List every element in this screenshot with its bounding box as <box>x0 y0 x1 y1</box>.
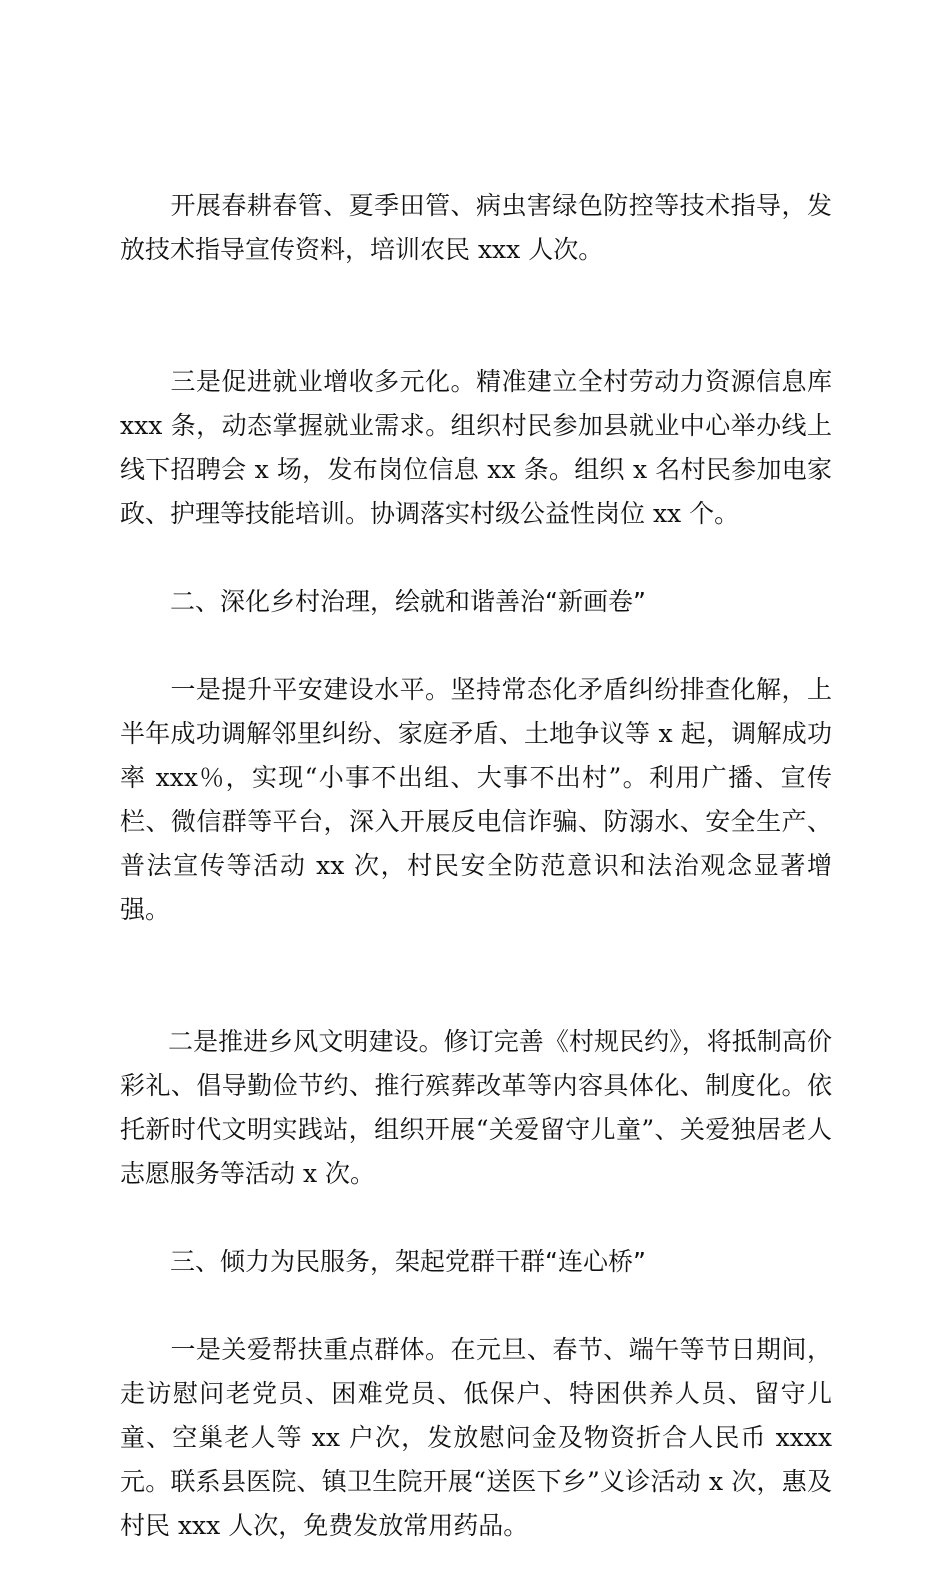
paragraph-lead: 一是关爱帮扶重点群体。 <box>170 1335 451 1364</box>
paragraph-safety <box>120 624 832 976</box>
paragraph-employment <box>120 316 840 580</box>
section-heading-3: 三、倾力为民服务，架起党群干群“连心桥” <box>170 1247 646 1276</box>
paragraph-body: 开展春耕春管、夏季田管、病虫害绿色防控等技术指导，发放技术指导宣传资料，培训农民 xxx 人次。 <box>120 191 832 264</box>
paragraph-civility <box>120 976 832 1240</box>
paragraph-body: 在元旦、春节、端午等节日期间，走访慰问老党员、困难党员、低保户、特困供养人员、留守儿童、空巢老人等 xx 户次，发放慰问金及物资折合人民币 xxxx 元。联系县医院、镇卫生院开展“送医下乡”义诊活动 x 次，惠及村民 xxx 人次，免费发放常用药品。 <box>120 1335 840 1540</box>
paragraph-body: 修订完善《村规民约》，将抵制高价彩礼、倡导勤俭节约、推行殡葬改革等内容具体化、制度化。依托新时代文明实践站，组织开展“关爱留守儿童”、关爱独居老人志愿服务等活动 x 次。 <box>120 1027 832 1188</box>
paragraph-1 <box>120 140 832 316</box>
paragraph-lead: 三是促进就业增收多元化。 <box>170 367 476 396</box>
paragraph-lead: 一是提升平安建设水平。 <box>170 675 451 704</box>
paragraph-care <box>120 1284 840 1592</box>
section-heading-2: 二、深化乡村治理，绘就和谐善治“新画卷” <box>170 587 646 616</box>
document-body <box>120 140 840 1592</box>
paragraph-body: 精准建立全村劳动力资源信息库 xxx 条，动态掌握就业需求。组织村民参加县就业中心举办线上线下招聘会 x 场，发布岗位信息 xx 条。组织 x 名村民参加电家政、护理等技能培训。协调落实村级公益性岗位 xx 个。 <box>120 367 840 528</box>
paragraph-lead: 二是推进乡风文明建设。 <box>168 1027 444 1056</box>
paragraph-body: 坚持常态化矛盾纠纷排查化解，上半年成功调解邻里纠纷、家庭矛盾、土地争议等 x 起，调解成功率 xxx％，实现“小事不出组、大事不出村”。利用广播、宣传栏、微信群等平台，深入开展反电信诈骗、防溺水、安全生产、普法宣传等活动 xx 次，村民安全防范意识和法治观念显著增强。 <box>120 675 832 924</box>
